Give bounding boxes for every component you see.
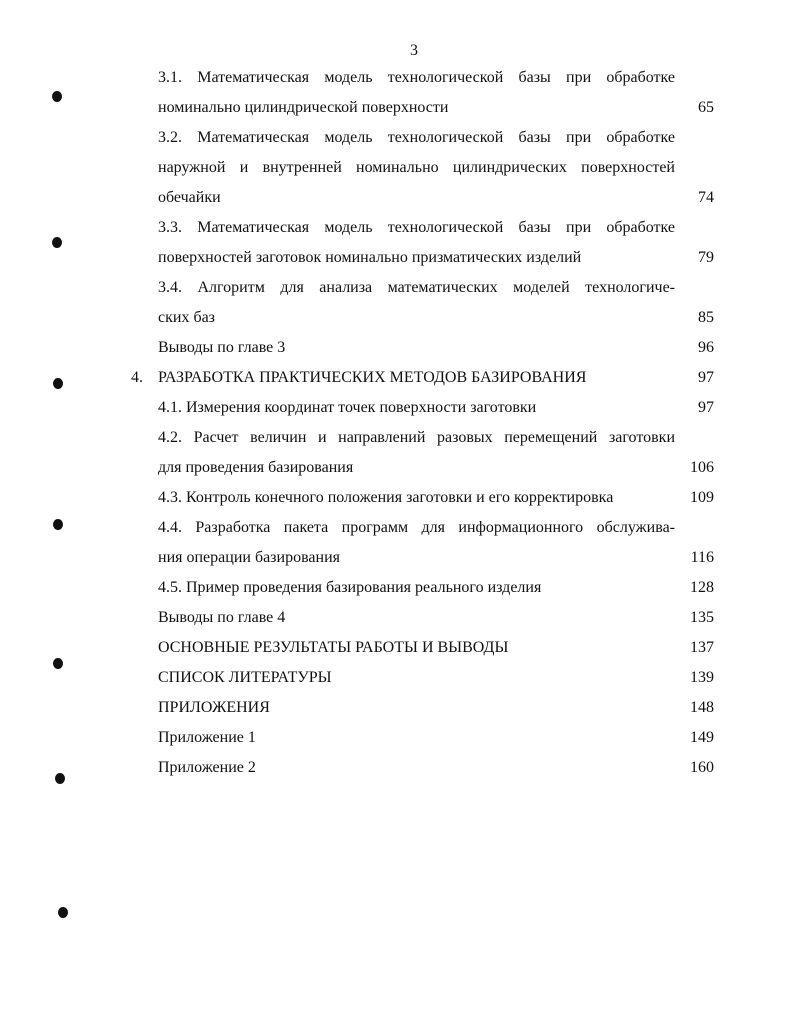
toc-line-text: 4.5. Пример проведения базирования реального изделия: [158, 579, 542, 596]
toc-line-text: ских баз: [158, 309, 215, 326]
toc-line-page: 96: [698, 339, 714, 356]
toc-line-page: 160: [690, 759, 714, 776]
toc-line: [0, 666, 799, 690]
toc-line: [0, 636, 799, 660]
toc-line-text: 4.3. Контроль конечного положения заготовки и его корректировка: [158, 489, 614, 506]
toc-line-text: Выводы по главе 3: [158, 339, 286, 356]
toc-line: [0, 516, 799, 540]
toc-line: [0, 186, 799, 210]
toc-line: [0, 126, 799, 150]
toc-line: [0, 306, 799, 330]
toc-line-text: 3.3. Математическая модель технологической базы при обработке: [158, 219, 675, 236]
toc-line-page: 148: [690, 699, 714, 716]
toc-line-page: 79: [698, 249, 714, 266]
toc-line-page: 139: [690, 669, 714, 686]
toc-line-page: 116: [690, 549, 714, 566]
toc-line-text: ния операции базирования: [158, 549, 340, 566]
toc-line: [0, 96, 799, 120]
toc-line-text: поверхностей заготовок номинально призматических изделий: [158, 249, 582, 266]
toc-line-page: 109: [690, 489, 714, 506]
toc-line-page: 128: [690, 579, 714, 596]
binder-hole: [58, 907, 68, 918]
chapter-number: 4.: [131, 369, 143, 386]
toc-line-text: наружной и внутренней номинально цилиндрических поверхностей: [158, 159, 675, 176]
toc-line-page: 65: [698, 99, 714, 116]
toc-line-text: Выводы по главе 4: [158, 609, 286, 626]
toc-line: [0, 456, 799, 480]
toc-line: [0, 216, 799, 240]
toc-line: [0, 576, 799, 600]
toc-line: [0, 426, 799, 450]
toc-line-text: 3.2. Математическая модель технологической базы при обработке: [158, 129, 675, 146]
toc-line-text: ПРИЛОЖЕНИЯ: [158, 699, 270, 716]
toc-line-text: ОСНОВНЫЕ РЕЗУЛЬТАТЫ РАБОТЫ И ВЫВОДЫ: [158, 639, 509, 656]
toc-line: [0, 726, 799, 750]
toc-line: [0, 486, 799, 510]
toc-line-page: 97: [698, 399, 714, 416]
toc-line-text: 3.1. Математическая модель технологической базы при обработке: [158, 69, 675, 86]
toc-line-page: 97: [698, 369, 714, 386]
toc-line-page: 135: [690, 609, 714, 626]
toc-chapter-line: [0, 366, 799, 390]
toc-line-text: 3.4. Алгоритм для анализа математических моделей технологиче-: [158, 279, 675, 296]
toc-line: [0, 156, 799, 180]
toc-line-text: 4.2. Расчет величин и направлений разовых перемещений заготовки: [158, 429, 675, 446]
toc-line-text: 4.1. Измерения координат точек поверхности заготовки: [158, 399, 537, 416]
toc-line: [0, 396, 799, 420]
toc-line-text: СПИСОК ЛИТЕРАТУРЫ: [158, 669, 332, 686]
toc-line: [0, 276, 799, 300]
toc-line: [0, 756, 799, 780]
toc-line-text: Приложение 1: [158, 729, 256, 746]
toc-line: [0, 606, 799, 630]
toc-line: [0, 546, 799, 570]
toc-line: [0, 336, 799, 360]
page-number: 3: [410, 42, 418, 59]
toc-line-text: номинально цилиндрической поверхности: [158, 99, 449, 116]
toc-line-text: 4.4. Разработка пакета программ для информационного обслужива-: [158, 519, 675, 536]
toc-line-page: 106: [690, 459, 714, 476]
toc-line: [0, 66, 799, 90]
toc-line-page: 74: [698, 189, 714, 206]
toc-line-text: обечайки: [158, 189, 221, 206]
toc-line: [0, 696, 799, 720]
toc-line-page: 137: [690, 639, 714, 656]
toc-line: [0, 246, 799, 270]
toc-line-page: 149: [690, 729, 714, 746]
toc-line-text: Приложение 2: [158, 759, 256, 776]
toc-line-text: для проведения базирования: [158, 459, 354, 476]
toc-line-page: 85: [698, 309, 714, 326]
toc-line-text: РАЗРАБОТКА ПРАКТИЧЕСКИХ МЕТОДОВ БАЗИРОВАНИЯ: [158, 369, 587, 386]
